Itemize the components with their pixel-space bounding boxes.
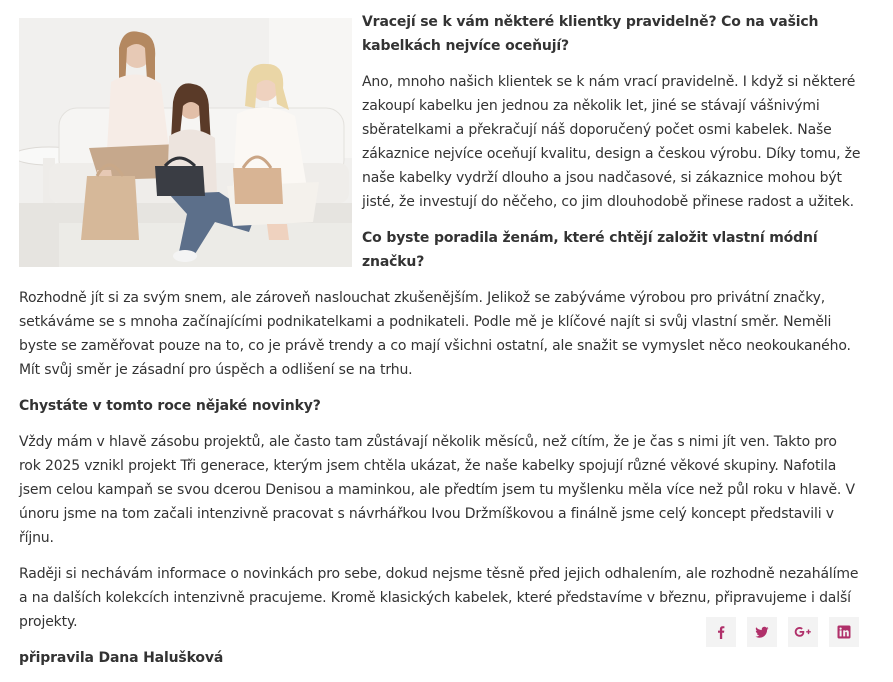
twitter-icon <box>755 625 769 639</box>
question-3: Chystáte v tomto roce nějaké novinky? <box>19 398 321 414</box>
question-2: Co byste poradila ženám, které chtějí založit vlastní módní značku? <box>362 230 818 270</box>
question-1: Vracejí se k vám některé klientky pravidelně? Co na vašich kabelkách nejvíce oceňují? <box>362 14 819 54</box>
article-photo <box>19 18 352 267</box>
answer-1: Ano, mnoho našich klientek se k nám vrací pravidelně. I když si některé zakoupí kabelku jen jednou za několik let, jiné se stávají vášnivými sběratelkami a překračují náš doporučený počet osmi kabelek. Naše zákaznice nejvíce oceňují kvalitu, design a českou výrobu. Díky tomu, že naše kabelky vydrží dlouho a jsou nadčasové, si zákaznice mohou být jisté, že investují do něčeho, co jim dlouhodobě přinese radost a užitek. <box>362 74 861 210</box>
answer-3: Vždy mám v hlavě zásobu projektů, ale často tam zůstávají několik měsíců, než cítím, že je čas s nimi jít ven. Takto pro rok 2025 vznikl projekt Tři generace, kterým jsem chtěla ukázat, že naše kabelky spojují různé věkové skupiny. Nafotila jsem celou kampaň se svou dcerou Denisou a maminkou, ale předtím jsem tu myšlenku měla více než půl roku v hlavě. V únoru jsme na tom začali intenzivně pracovat s návrhářkou Ivou Držmíškovou a finálně jsme celý koncept představili v říjnu. <box>19 434 855 546</box>
answer-4: Raději si nechávám informace o novinkách pro sebe, dokud nejsme těsně před jejich odhalením, ale rozhodně nezahálíme a na dalších kolekcích intenzivně pracujeme. Kromě klasických kabelek, které představíme v březnu, připravujeme i další projekty. <box>19 566 859 630</box>
three-women-photo <box>19 18 352 267</box>
facebook-icon <box>714 625 728 639</box>
share-twitter-button[interactable] <box>747 617 777 647</box>
share-linkedin-button[interactable] <box>829 617 859 647</box>
share-bar <box>706 617 859 647</box>
article-body <box>19 10 861 682</box>
share-google-plus-button[interactable] <box>788 617 818 647</box>
linkedin-icon <box>837 625 851 639</box>
answer-2: Rozhodně jít si za svým snem, ale zároveň naslouchat zkušenějším. Jelikož se zabýváme výrobou pro privátní značky, setkáváme se s mnoha začínajícími podnikatelkami a podnikateli. Podle mě je klíčové najít si svůj vlastní směr. Neměli byste se zaměřovat pouze na to, co je právě trendy a co mají všichni ostatní, ale snažit se vymyslet něco neokoukaného. Mít svůj směr je zásadní pro úspěch a odlišení se na trhu. <box>19 290 851 378</box>
google-plus-icon <box>794 625 812 639</box>
author-signature: připravila Dana Halušková <box>19 650 224 666</box>
share-facebook-button[interactable] <box>706 617 736 647</box>
